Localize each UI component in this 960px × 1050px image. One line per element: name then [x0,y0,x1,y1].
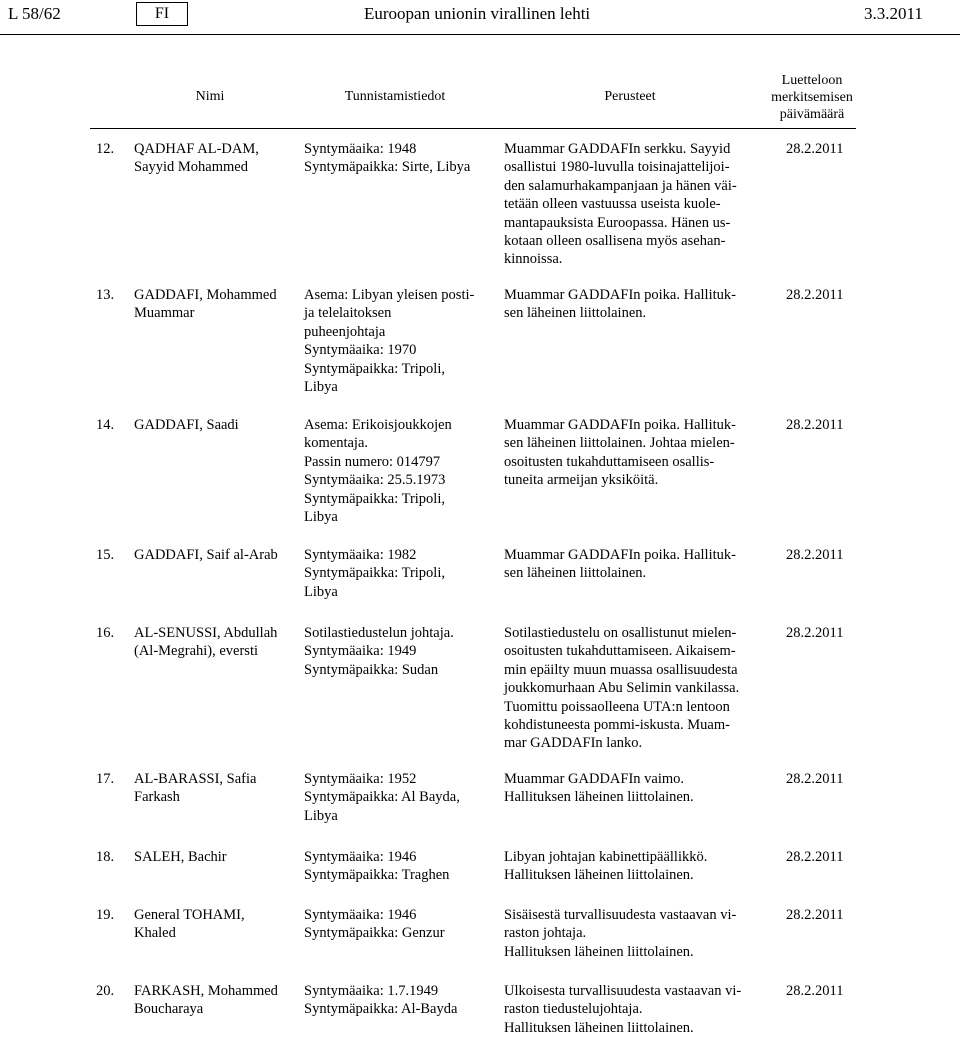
entry-name-line: FARKASH, Mohammed [134,983,278,999]
entry-name [134,906,294,943]
entry-number: 12. [96,141,115,157]
entry-basis-line: Hallituksen läheinen liittolainen. [504,1019,694,1036]
entry-identification-line: Syntymäpaikka: Tripoli, [304,360,445,377]
entry-name [134,286,294,323]
entry-identification [304,624,484,679]
language-badge: FI [136,2,188,26]
entry-identification-line: Syntymäpaikka: Sudan [304,661,439,678]
entry-identification-line: komentaja. [304,435,369,452]
entry-number: 19. [96,907,115,923]
entry-basis-line: kinnoissa. [504,251,563,268]
entry-name-line: (Al-Megrahi), eversti [134,643,259,660]
entry-name [134,770,294,807]
entry-identification-line: Syntymäaika: 1946 [304,849,417,865]
entry-number: 14. [96,417,115,433]
entry-basis [504,286,760,323]
entry-basis-line: Ulkoisesta turvallisuudesta vastaavan vi- [504,983,742,999]
entry-basis-line: Muammar GADDAFIn poika. Hallituk- [504,417,736,433]
entry-identification-line: Libya [304,509,338,526]
entry-name [134,140,294,177]
entry-basis-line: raston johtaja. [504,925,587,942]
entry-basis-line: Tuomittu poissaolleena UTA:n lentoon [504,698,730,715]
entry-identification-line: Asema: Libyan yleisen posti- [304,287,475,303]
entry-identification-line: Syntymäpaikka: Al-Bayda [304,1001,458,1018]
entry-identification [304,140,484,177]
entry-identification-line: Syntymäaika: 25.5.1973 [304,472,446,489]
entry-basis [504,906,760,961]
page-header [0,0,960,34]
entry-basis-line: tetään olleen vastuussa useista kuole- [504,196,721,213]
entry-basis-line: osoitusten tukahduttamiseen osallis- [504,453,715,470]
listing-date: 28.2.2011 [786,849,844,865]
entry-basis-line: Muammar GADDAFIn serkku. Sayyid [504,141,731,157]
entry-name [134,848,294,866]
listing-date: 28.2.2011 [786,287,844,303]
entry-identification-line: Syntymäpaikka: Sirte, Libya [304,159,471,176]
entry-basis-line: sen läheinen liittolainen. [504,565,647,582]
entry-identification [304,770,484,825]
entry-identification-line: Syntymäaika: 1949 [304,643,417,660]
entry-name-line: GADDAFI, Saif al-Arab [134,547,278,563]
entry-identification [304,848,484,885]
column-header-ident: Tunnistamistiedot [344,89,446,104]
listing-date: 28.2.2011 [786,983,844,999]
entry-basis [504,624,760,753]
entry-name-line: Farkash [134,789,180,806]
entry-basis-line: den salamurhakampanjaan ja hänen väi- [504,177,737,194]
entry-basis-line: Hallituksen läheinen liittolainen. [504,943,694,960]
entry-basis [504,982,760,1037]
entry-name [134,546,294,564]
entry-name-line: GADDAFI, Mohammed [134,287,277,303]
entry-basis [504,140,760,269]
entry-identification [304,906,484,943]
entry-identification-line: Syntymäaika: 1948 [304,141,417,157]
entry-basis-line: kohdistuneesta pommi-iskusta. Muam- [504,717,730,734]
entry-basis [504,848,760,885]
entry-number: 16. [96,625,115,641]
entry-identification-line: Syntymäpaikka: Genzur [304,925,445,942]
entry-basis-line: Hallituksen läheinen liittolainen. [504,867,694,884]
entry-identification-line: puheenjohtaja [304,323,386,340]
entry-name-line: QADHAF AL-DAM, [134,141,259,157]
entry-basis-line: mar GADDAFIn lanko. [504,735,643,752]
entry-identification-line: Libya [304,379,338,396]
entry-identification-line: Syntymäpaikka: Al Bayda, [304,789,460,806]
entry-identification-line: Syntymäaika: 1982 [304,547,417,563]
column-header-name: Nimi [195,89,225,104]
entry-identification-line: Passin numero: 014797 [304,453,441,470]
entry-name-line: Muammar [134,305,195,322]
entry-identification-line: Syntymäaika: 1946 [304,907,417,923]
entry-basis-line: Sotilastiedustelu on osallistunut mielen- [504,625,737,641]
entry-basis-line: mantapauksista Euroopassa. Hänen us- [504,214,731,231]
entry-basis [504,770,760,807]
entry-identification-line: Syntymäpaikka: Traghen [304,867,450,884]
entry-number: 15. [96,547,115,563]
entry-identification-line: Libya [304,583,338,600]
entry-name-line: General TOHAMI, [134,907,245,923]
entry-basis-line: osoitusten tukahduttamiseen. Aikaisem- [504,643,736,660]
entry-basis-line: tuneita armeijan yksiköitä. [504,472,659,489]
entry-identification [304,416,484,526]
entry-name-line: AL-SENUSSI, Abdullah [134,625,278,641]
entry-name-line: SALEH, Bachir [134,849,227,865]
entry-basis-line: kotaan olleen osallisena myös asehan- [504,233,726,250]
entry-name [134,416,294,434]
listing-date: 28.2.2011 [786,547,844,563]
entry-name-line: Boucharaya [134,1001,204,1018]
entry-identification-line: Asema: Erikoisjoukkojen [304,417,452,433]
entry-basis-line: Hallituksen läheinen liittolainen. [504,789,694,806]
entry-identification-line: Syntymäaika: 1970 [304,342,417,359]
entry-basis-line: sen läheinen liittolainen. Johtaa mielen- [504,435,735,452]
entry-basis [504,416,760,490]
entry-basis-line: Muammar GADDAFIn poika. Hallituk- [504,547,736,563]
entry-identification-line: Syntymäpaikka: Tripoli, [304,490,445,507]
entry-number: 17. [96,771,115,787]
column-header-basis: Perusteet [604,89,656,104]
entry-basis-line: Muammar GADDAFIn vaimo. [504,771,685,787]
entry-basis [504,546,760,583]
entry-basis-line: joukkomurhaan Abu Selimin vankilassa. [504,680,740,697]
column-header-date-line: merkitsemisen [771,90,853,105]
entry-identification [304,546,484,601]
entry-identification [304,286,484,396]
entry-identification [304,982,484,1019]
entry-number: 18. [96,849,115,865]
column-header-date [764,72,860,136]
entry-name-line: AL-BARASSI, Safia [134,771,257,787]
entry-identification-line: Syntymäpaikka: Tripoli, [304,565,445,582]
entry-basis-line: osallistui 1980-luvulla toisinajattelijoi- [504,159,730,176]
column-header-date-line: päivämäärä [779,107,845,122]
entry-basis-line: raston tiedustelujohtaja. [504,1001,643,1018]
listing-date: 28.2.2011 [786,907,844,923]
entry-basis-line: Libyan johtajan kabinettipäällikkö. [504,849,708,865]
listing-date: 28.2.2011 [786,141,844,157]
entry-name-line: Sayyid Mohammed [134,159,248,176]
entry-name-line: GADDAFI, Saadi [134,417,239,433]
entry-name [134,982,294,1019]
column-header-date-line: Luetteloon [781,73,843,88]
issue-date: 3.3.2011 [864,4,923,23]
entry-number: 20. [96,983,115,999]
entry-name [134,624,294,661]
entry-name-line: Khaled [134,925,176,942]
entry-identification-line: Sotilastiedustelun johtaja. [304,625,454,641]
entry-number: 13. [96,287,115,303]
table-header-rule [90,128,856,129]
entry-basis-line: Muammar GADDAFIn poika. Hallituk- [504,287,736,303]
entry-identification-line: Syntymäaika: 1952 [304,771,417,787]
entry-basis-line: sen läheinen liittolainen. [504,305,647,322]
entry-identification-line: ja telelaitoksen [304,305,392,322]
entry-identification-line: Libya [304,807,338,824]
listing-date: 28.2.2011 [786,771,844,787]
entry-basis-line: Sisäisestä turvallisuudesta vastaavan vi- [504,907,737,923]
entry-identification-line: Syntymäaika: 1.7.1949 [304,983,439,999]
journal-title: Euroopan unionin virallinen lehti [364,4,591,23]
header-rule [0,34,960,35]
listing-date: 28.2.2011 [786,417,844,433]
page-number: L 58/62 [8,4,61,23]
entry-basis-line: min epäilty muun muassa osallisuudesta [504,661,738,678]
listing-date: 28.2.2011 [786,625,844,641]
